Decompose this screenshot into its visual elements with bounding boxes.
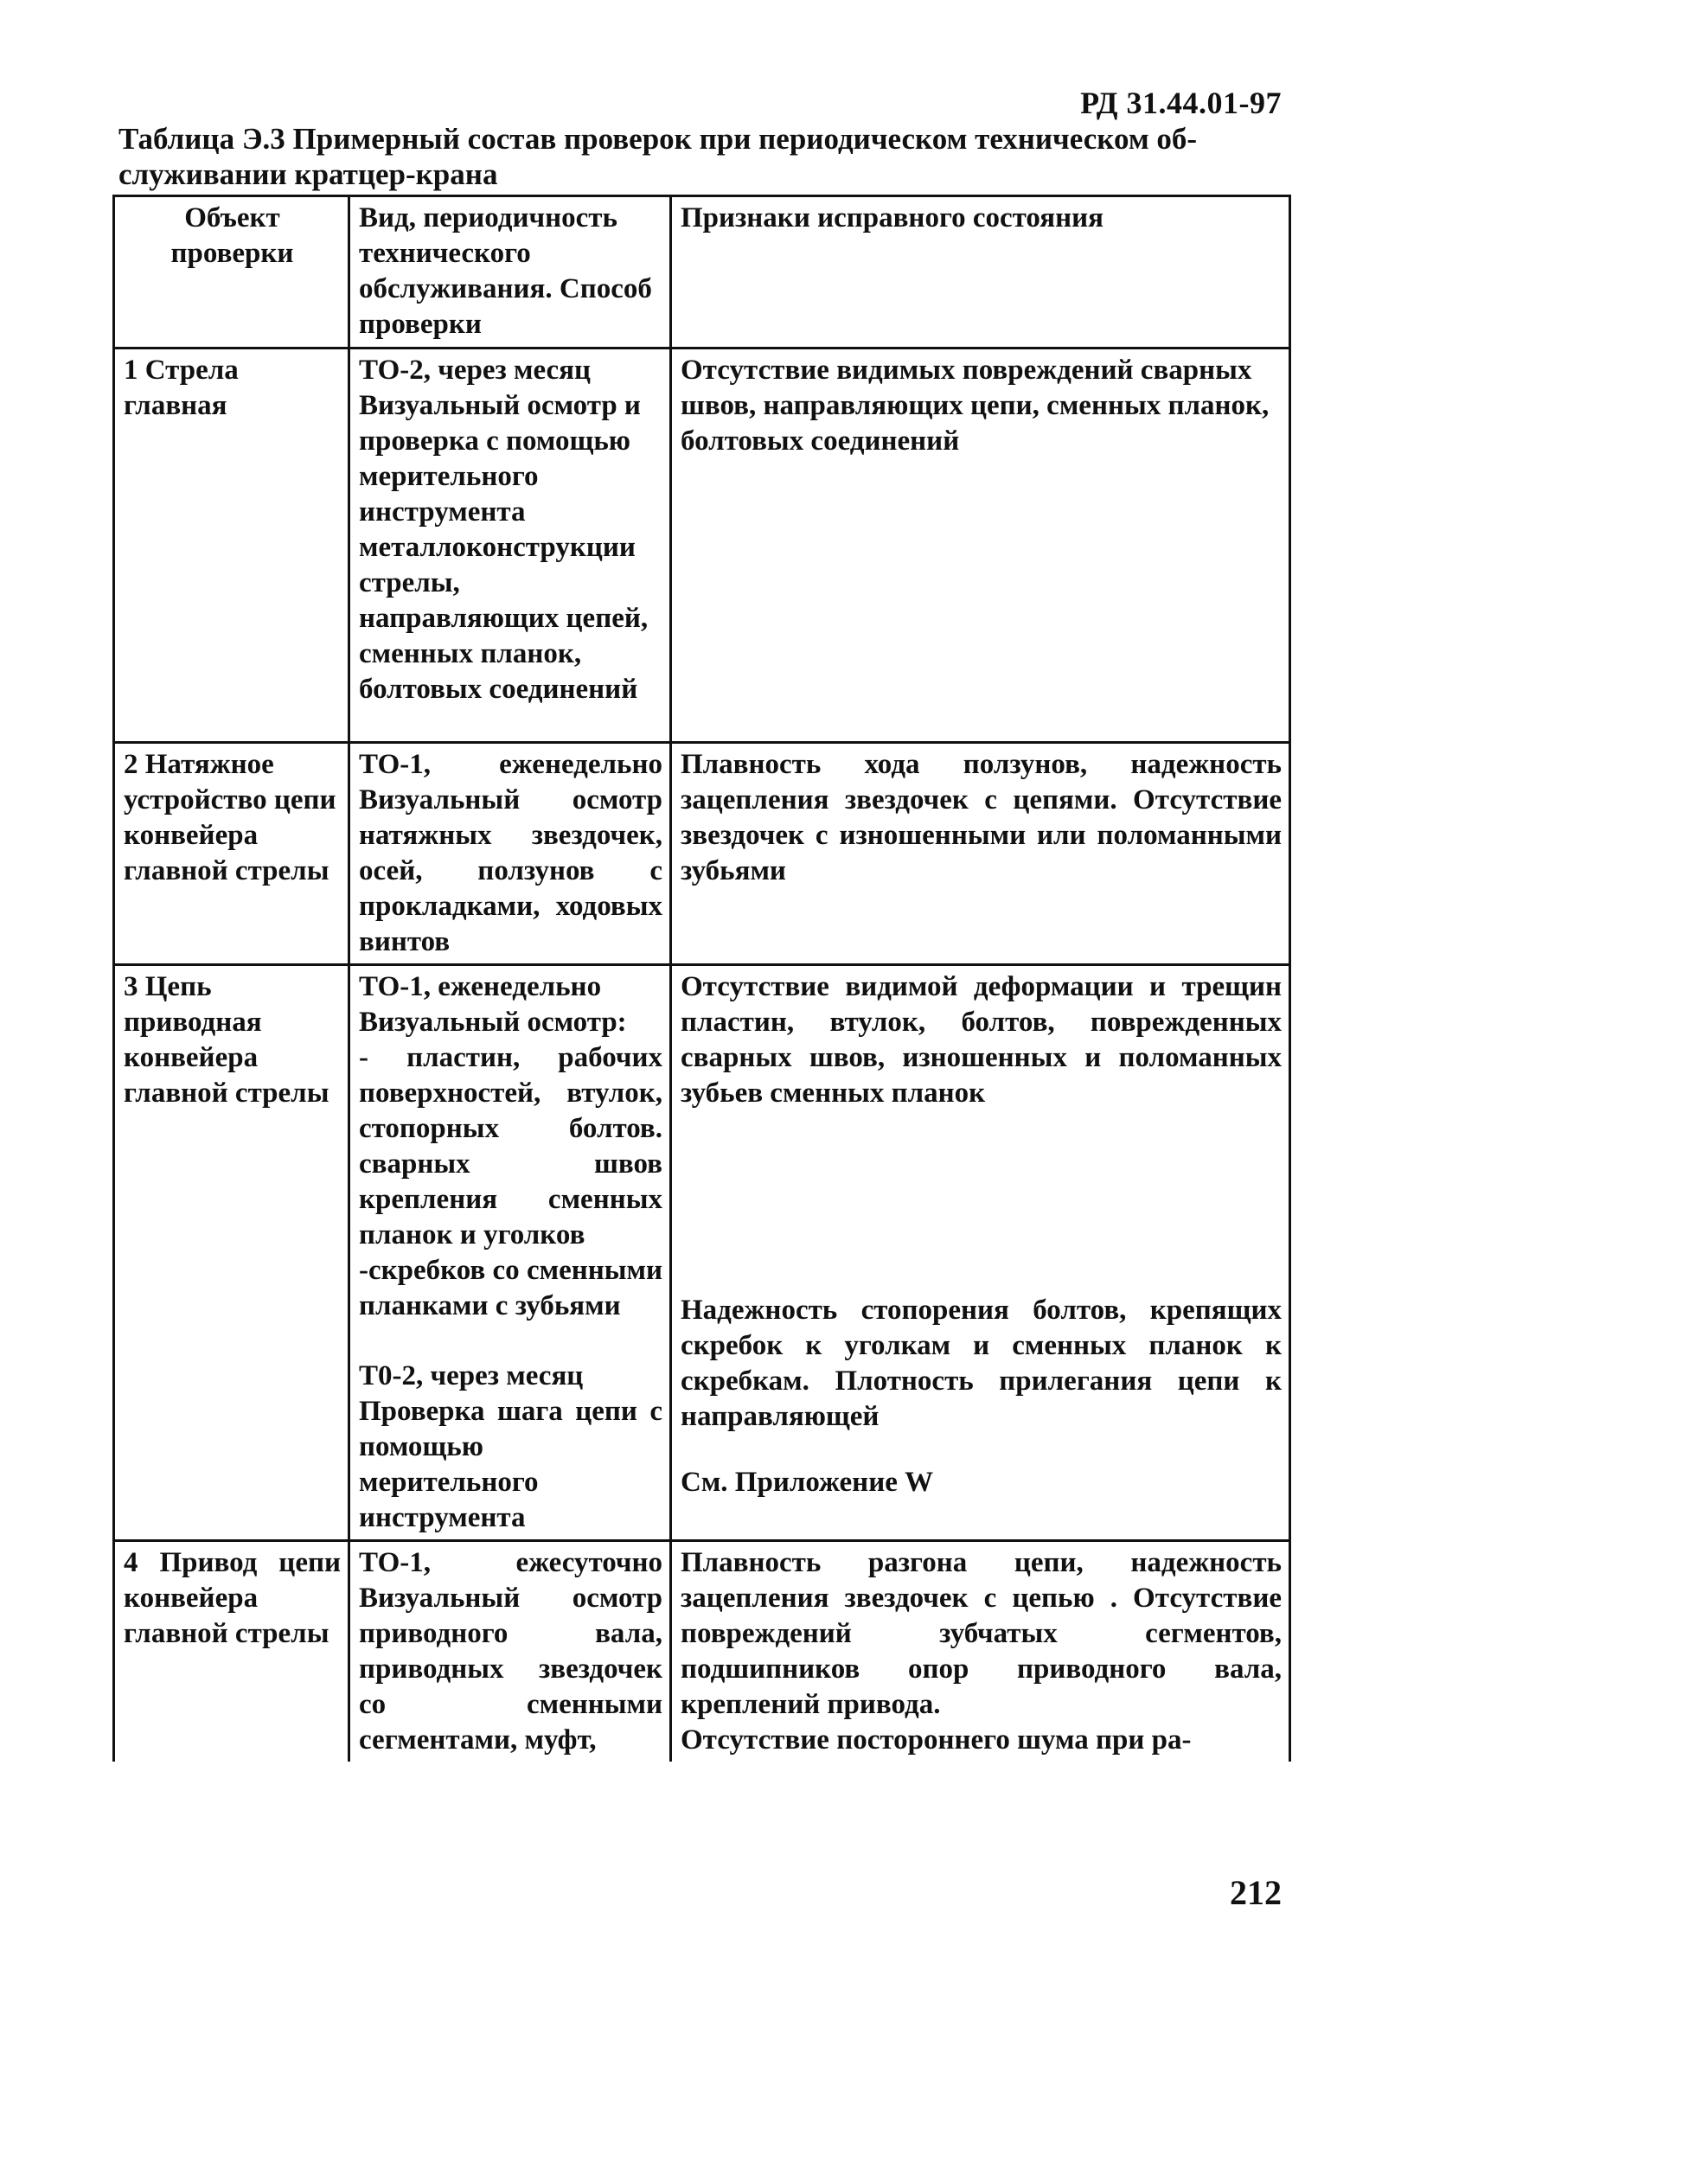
row-2-object: 2 Натяжное устройство цепи конвейера главной стрелы (114, 743, 349, 965)
row-4-signs-a: Плавность разгона цепи, надежность зацепления звездочек с цепью . Отсутствие повреждений зубчатых сегментов, подшипников опор приводного вала, креплений привода. (681, 1547, 1282, 1720)
row-3-method-d: -скребков со сменными планками с зубьями (359, 1255, 662, 1321)
row-3-signs-c: См. Приложение W (681, 1467, 934, 1498)
row-3-method (349, 965, 671, 1541)
row-3-signs-b: Надежность стопорения болтов, крепящих скребок к уголкам и сменных планок к скребкам. Плотность прилегания цепи к направляющей (681, 1295, 1282, 1432)
row-3-method-e: Т0-2, через месяц (359, 1360, 584, 1391)
header-signs: Признаки исправного состояния (671, 196, 1290, 349)
row-3-signs (671, 965, 1290, 1541)
row-3-method-a: ТО-1, еженедельно (359, 971, 602, 1002)
header-method: Вид, периодичность технического обслуживания. Способ проверки (349, 196, 671, 349)
row-4-object: 4 Привод цепи конвейера главной стрелы (114, 1541, 349, 1762)
row-1-method: ТО-2, через месяц Визуальный осмотр и проверка с помощью мерительного инструмента металлоконструкции стрелы, направляющих цепей, сменных планок, болтовых соединений (349, 349, 671, 743)
row-2-method: ТО-1, еженедельно Визуальный осмотр натяжных звездочек, осей, ползунов с прокладками, ходовых винтов (349, 743, 671, 965)
row-1-object: 1 Стрела главная (114, 349, 349, 743)
table-row (114, 743, 1290, 965)
header-object: Объект проверки (114, 196, 349, 349)
table-caption-line-1: Таблица Э.3 Примерный состав проверок при периодическом техническом об- (118, 122, 1198, 156)
row-4-signs (671, 1541, 1290, 1762)
row-3-method-b: Визуальный осмотр: (359, 1007, 627, 1038)
row-2-signs: Плавность хода ползунов, надежность зацепления звездочек с цепями. Отсутствие звездочек с изношенными или поломанными зубьями (671, 743, 1290, 965)
row-4-method: ТО-1, ежесуточно Визуальный осмотр приводного вала, приводных звездочек со сменными сегментами, муфт, (349, 1541, 671, 1762)
document-code: РД 31.44.01-97 (1080, 86, 1282, 120)
row-3-method-f: Проверка шага цепи с помощью мерительного инструмента (359, 1396, 662, 1533)
table-row (114, 1541, 1290, 1762)
table-caption-line-2: служивании кратцер-крана (118, 157, 498, 191)
inspection-table (112, 195, 1291, 1762)
row-3-signs-spacer-1 (681, 1111, 1282, 1293)
row-3-method-spacer (359, 1324, 662, 1359)
row-1-signs: Отсутствие видимых повреждений сварных швов, направляющих цепи, сменных планок, болтовых соединений (671, 349, 1290, 743)
table-caption (118, 121, 1282, 192)
row-3-signs-spacer-2 (681, 1435, 1282, 1465)
table-row (114, 349, 1290, 743)
row-3-method-c: - пластин, рабочих поверхностей, втулок, стопорных болтов. сварных швов крепления сменных планок и уголков (359, 1042, 662, 1250)
row-3-object: 3 Цепь приводная конвейера главной стрелы (114, 965, 349, 1541)
table-header-row (114, 196, 1290, 349)
row-3-signs-a: Отсутствие видимой деформации и трещин пластин, втулок, болтов, поврежденных сварных швов, изношенных и поломанных зубьев сменных планок (681, 971, 1282, 1109)
page-number: 212 (1230, 1873, 1282, 1912)
row-4-signs-b: Отсутствие постороннего шума при ра- (681, 1724, 1192, 1756)
table-row (114, 965, 1290, 1541)
